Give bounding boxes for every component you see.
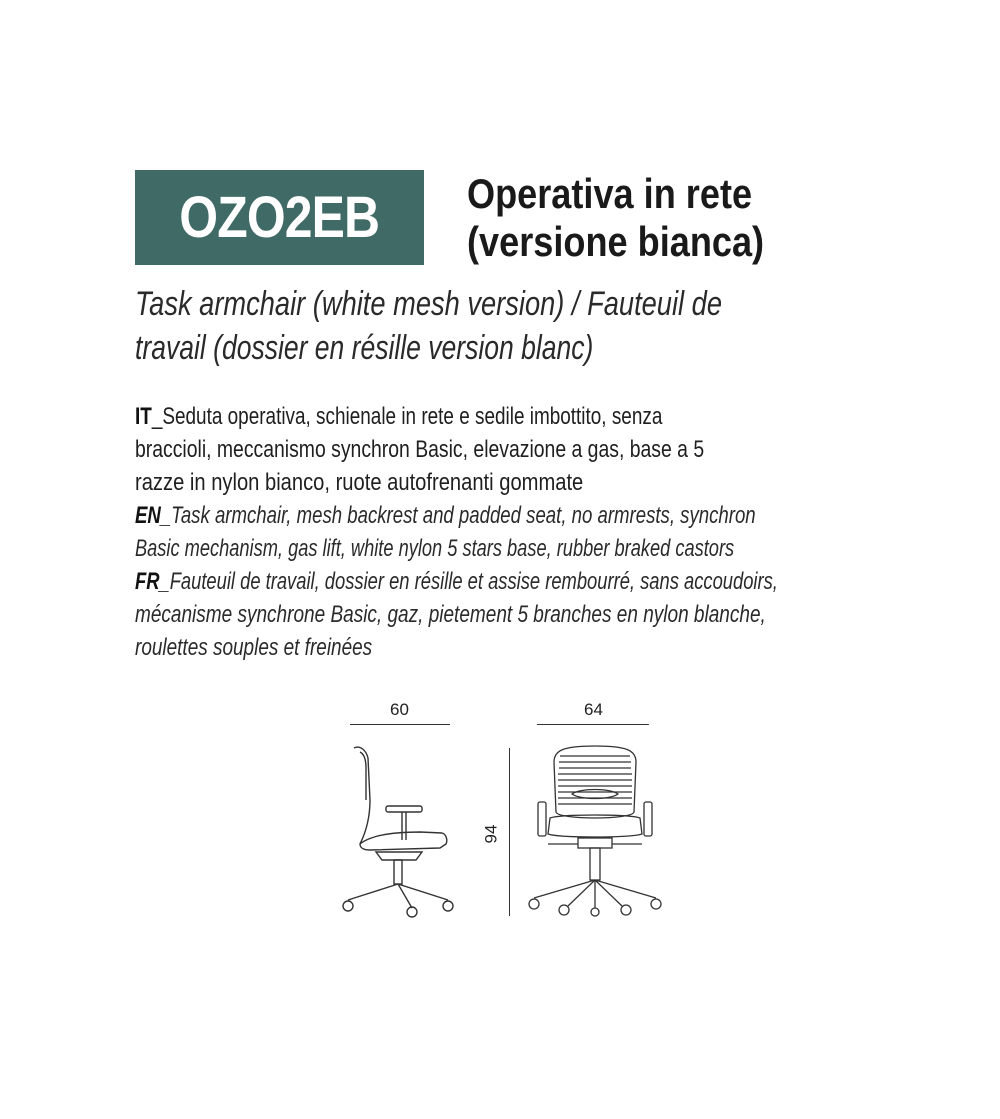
description-it-line-1: IT_Seduta operativa, schienale in rete e sedile imbottito, senza — [135, 403, 663, 430]
title-line-2: (versione bianca) — [467, 218, 765, 265]
description-fr-line-3: roulettes souples et freinées — [135, 634, 373, 661]
depth-label: 60 — [390, 700, 409, 719]
description-block — [135, 400, 858, 664]
description-it-line-3: razze in nylon bianco, ruote autofrenanti gommate — [135, 469, 584, 496]
lang-code-en: EN — [135, 502, 161, 529]
description-en-line-1: EN_Task armchair, mesh backrest and padded seat, no armrests, synchron — [135, 502, 756, 529]
chair-side-view-drawing — [330, 740, 470, 930]
description-it-line-2: braccioli, meccanismo synchron Basic, elevazione a gas, base a 5 — [135, 436, 705, 463]
height-label: 94 — [481, 824, 501, 844]
product-subtitle — [135, 282, 858, 370]
description-fr-line-1: FR_Fauteuil de travail, dossier en résille et assise rembourré, sans accoudoirs, — [135, 568, 778, 595]
description-en-line-2: Basic mechanism, gas lift, white nylon 5 stars base, rubber braked castors — [135, 535, 735, 562]
product-code: OZO2EB — [179, 185, 380, 250]
width-label: 64 — [584, 700, 603, 719]
depth-dimension-line — [350, 724, 450, 725]
dimension-drawings — [0, 690, 1000, 950]
lang-code-fr: FR — [135, 568, 160, 595]
product-code-badge — [135, 170, 424, 265]
product-title — [467, 170, 907, 266]
width-dimension-line — [537, 724, 649, 725]
subtitle-line-1: Task armchair (white mesh version) / Fauteuil de — [135, 285, 723, 323]
title-line-1: Operativa in rete — [467, 170, 753, 217]
chair-front-view-drawing — [520, 742, 670, 932]
height-dimension-line — [509, 748, 510, 916]
description-fr-line-2: mécanisme synchrone Basic, gaz, pietement 5 branches en nylon blanche, — [135, 601, 766, 628]
subtitle-line-2: travail (dossier en résille version blanc) — [135, 329, 594, 367]
lang-code-it: IT — [135, 403, 152, 430]
